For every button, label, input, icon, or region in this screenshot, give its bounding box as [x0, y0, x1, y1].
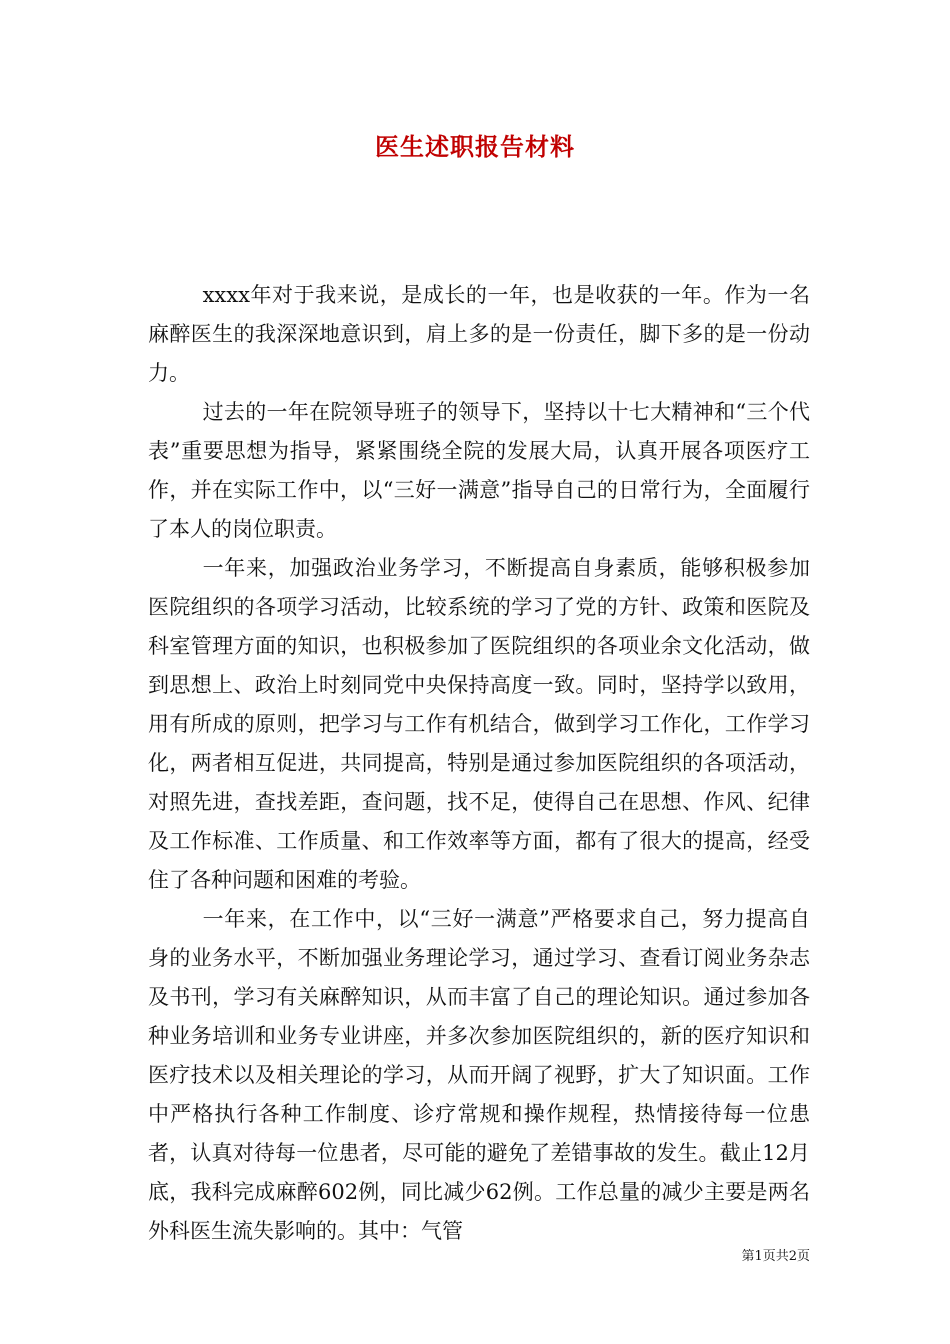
paragraph-4: 一年来，在工作中，以“三好一满意”严格要求自己，努力提高自身的业务水平，不断加强业务理论学习，通过学习、查看订阅业务杂志及书刊，学习有关麻醉知识，从而丰富了自己的理论知识。通过参加各种业务培训和业务专业讲座，并多次参加医院组织的，新的医疗知识和医疗技术以及相关理论的学习，从而开阔了视野，扩大了知识面。工作中严格执行各种工作制度、诊疗常规和操作规程，热情接待每一位患者，认真对待每一位患者，尽可能的避免了差错事故的发生。截止12月底，我科完成麻醉602例，同比减少62例。工作总量的减少主要是两名外科医生流失影响的。其中：气管 — [148, 907, 810, 1243]
paragraph-1: xxxx年对于我来说，是成长的一年，也是收获的一年。作为一名麻醉医生的我深深地意识到，肩上多的是一份责任，脚下多的是一份动力。 — [148, 283, 810, 385]
document-body — [148, 276, 810, 1251]
document-title: 医生述职报告材料 — [375, 132, 575, 161]
paragraph-3: 一年来，加强政治业务学习，不断提高自身素质，能够积极参加医院组织的各项学习活动，比较系统的学习了党的方针、政策和医院及科室管理方面的知识，也积极参加了医院组织的各项业余文化活动，做到思想上、政治上时刻同党中央保持高度一致。同时，坚持学以致用，用有所成的原则，把学习与工作有机结合，做到学习工作化，工作学习化，两者相互促进，共同提高，特别是通过参加医院组织的各项活动，对照先进，查找差距，查问题，找不足，使得自己在思想、作风、纪律及工作标准、工作质量、和工作效率等方面，都有了很大的提高，经受住了各种问题和困难的考验。 — [148, 556, 810, 892]
paragraph-2: 过去的一年在院领导班子的领导下，坚持以十七大精神和“三个代表”重要思想为指导，紧紧围绕全院的发展大局，认真开展各项医疗工作，并在实际工作中，以“三好一满意”指导自己的日常行为，全面履行了本人的岗位职责。 — [148, 400, 810, 541]
page-number: 第1页共2页 — [741, 1249, 810, 1264]
